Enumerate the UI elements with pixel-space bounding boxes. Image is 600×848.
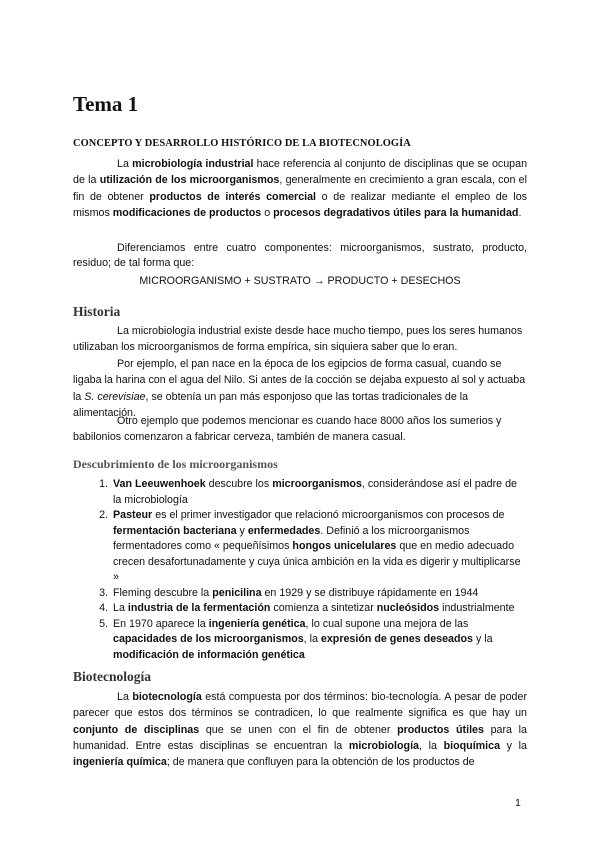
page-number: 1 <box>515 797 521 809</box>
intro-paragraph-2: Diferenciamos entre cuatro componentes: microorganismos, sustrato, producto, residuo; de tal forma que: <box>73 242 527 269</box>
historia-heading: Historia <box>73 304 121 319</box>
discoveries-list <box>73 477 527 663</box>
list-item: 3. Fleming descubre la penicilina en 1929 y se distribuye rápidamente en 1944 <box>111 586 527 602</box>
historia-paragraph-1: La microbiología industrial existe desde hace mucho tiempo, pues los seres humanos utilizaban los microorganismos de forma empírica, sin siquiera saber que lo eran. <box>73 325 523 354</box>
list-item: 1. Van Leeuwenhoek descubre los microorganismos, considerándose así el padre de la microbiología <box>111 477 527 508</box>
list-item: 2. Pasteur es el primer investigador que relacionó microorganismos con procesos de fermentación bacteriana y enfermedades. Definió a los microorganismos fermentadores como « pequeñísimos hongos unicelulares que en medio adecuado crecen desafortunadamente y cuya única ambición en la vida es digerir y multiplicarse » <box>111 508 527 586</box>
page-title: Tema 1 <box>73 92 139 116</box>
biotecnologia-heading: Biotecnología <box>73 669 151 684</box>
intro-paragraph-1: La microbiología industrial hace referencia al conjunto de disciplinas que se ocupan de la utilización de los microorganismos, generalmente en crecimiento a gran escala, con el fin de obtener productos de interés comercial o de realizar mediante el empleo de los mismos modificaciones de productos o procesos degradativos útiles para la humanidad. <box>73 158 528 219</box>
process-equation: MICROORGANISMO + SUSTRATO → PRODUCTO + DESECHOS <box>139 275 461 287</box>
historia-paragraph-3: Otro ejemplo que podemos mencionar es cuando hace 8000 años los sumerios y babilonios comenzaron a fabricar cerveza, también de manera casual. <box>73 415 502 444</box>
biotecnologia-paragraph-1: La biotecnología está compuesta por dos términos: bio-tecnología. A pesar de poder parecer que estos dos términos se contradicen, lo que realmente significa es que hay un conjunto de disciplinas que se unen con el fin de obtener productos útiles para la humanidad. Entre estas disciplinas se encuentran la microbiología, la bioquímica y la ingeniería química; de manera que confluyen para la obtención de los productos de <box>73 691 528 769</box>
list-item: 4. La industria de la fermentación comienza a sintetizar nucleósidos industrialmente <box>111 601 527 617</box>
descubrimiento-heading: Descubrimiento de los microorganismos <box>73 457 278 471</box>
main-heading: CONCEPTO Y DESARROLLO HISTÓRICO DE LA BIOTECNOLOGÍA <box>73 138 411 149</box>
list-item: 5. En 1970 aparece la ingeniería genética, lo cual supone una mejora de las capacidades de los microorganismos, la expresión de genes deseados y la modificación de información genética <box>111 617 527 664</box>
historia-paragraph-2: Por ejemplo, el pan nace en la época de los egipcios de forma casual, cuando se ligaba la harina con el agua del Nilo. Si antes de la cocción se dejaba expuesto al sol y actuaba la S. cerevisiae, se obtenía un pan más esponjoso que las tortas tradicionales de la alimentación. <box>73 358 526 419</box>
